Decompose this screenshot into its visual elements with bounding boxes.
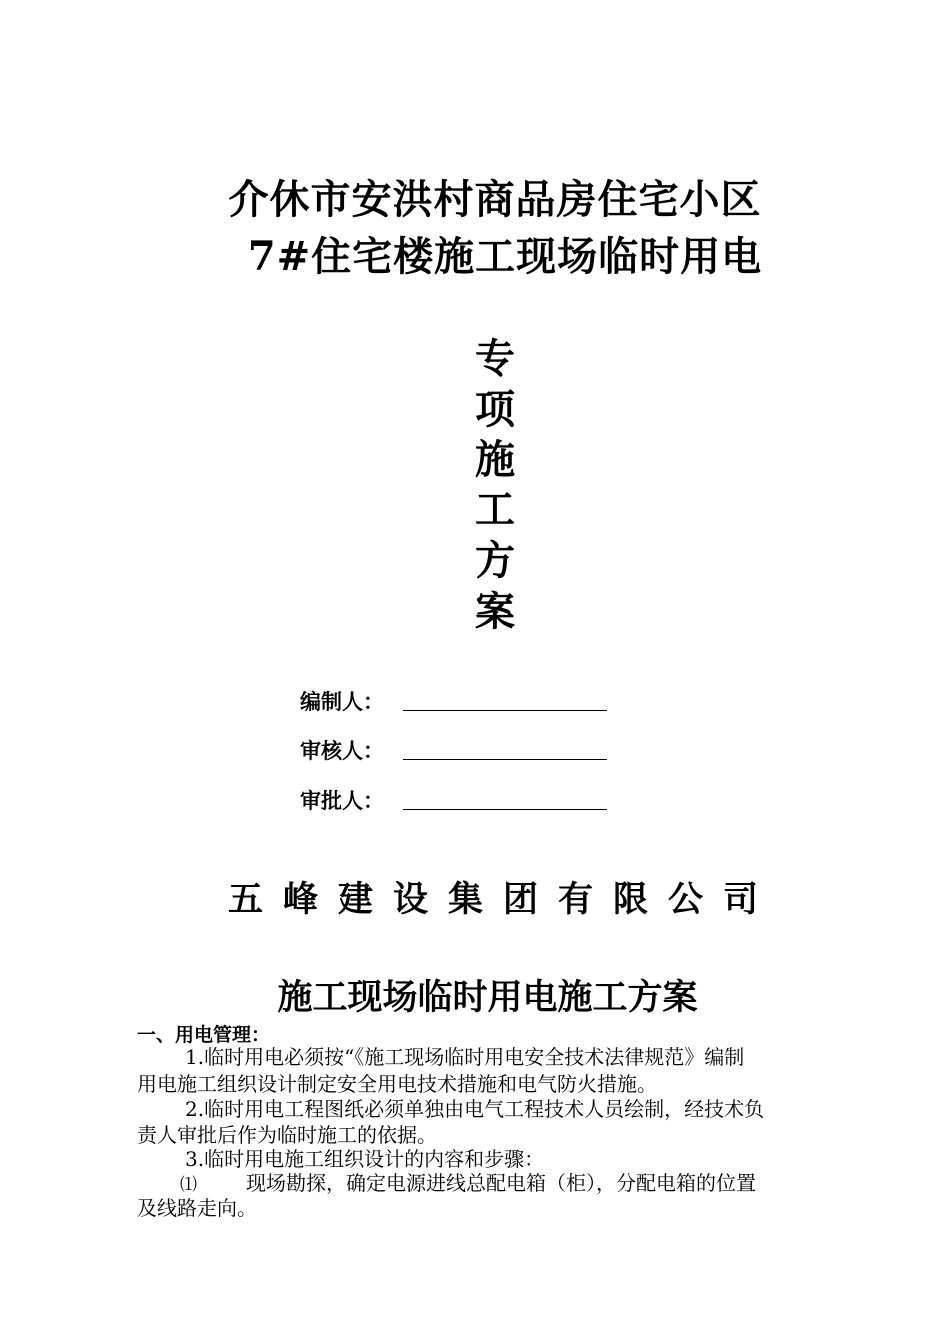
vertical-title-char: 方 — [475, 537, 515, 584]
paragraph-line: 2.临时用电工程图纸必须单独由电气工程技术人员绘制，经技术负 — [185, 1097, 765, 1121]
vertical-title-char: 案 — [475, 588, 515, 635]
signature-blank-line — [403, 710, 607, 711]
vertical-title-char: 工 — [475, 486, 515, 533]
paragraph-line: 1.临时用电必须按“《施工现场临时用电安全技术法律规范》编制 — [185, 1045, 745, 1069]
paragraph-line: 现场勘探，确定电源进线总配电箱（柜），分配电箱的位置 — [246, 1171, 756, 1195]
signature-blank-line — [403, 809, 607, 810]
plan-title: 施工现场临时用电施工方案 — [277, 977, 698, 1018]
paragraph-line: 用电施工组织设计制定安全用电技术措施和电气防火措施。 — [137, 1072, 657, 1096]
vertical-title-char: 专 — [475, 335, 515, 382]
signature-label: 审批人： — [300, 788, 384, 813]
paragraph-line: 3.临时用电施工组织设计的内容和步骤： — [185, 1147, 545, 1171]
company-name: 五峰建设集团有限公司 — [228, 879, 779, 920]
paragraph-line: 责人审批后作为临时施工的依据。 — [137, 1123, 437, 1147]
section-heading: 一、用电管理： — [137, 1024, 271, 1046]
cover-title-line2: 7#住宅楼施工现场临时用电 — [247, 233, 763, 280]
paragraph-line: 及线路走向。 — [137, 1196, 257, 1220]
vertical-title-char: 项 — [475, 386, 515, 433]
signature-blank-line — [403, 759, 607, 760]
cover-title-line1: 介休市安洪村商品房住宅小区 — [228, 176, 762, 223]
signature-label: 审核人： — [300, 738, 384, 763]
vertical-title-char: 施 — [475, 436, 515, 483]
list-item-number: ⑴ — [180, 1175, 197, 1195]
signature-label: 编制人： — [300, 689, 384, 714]
